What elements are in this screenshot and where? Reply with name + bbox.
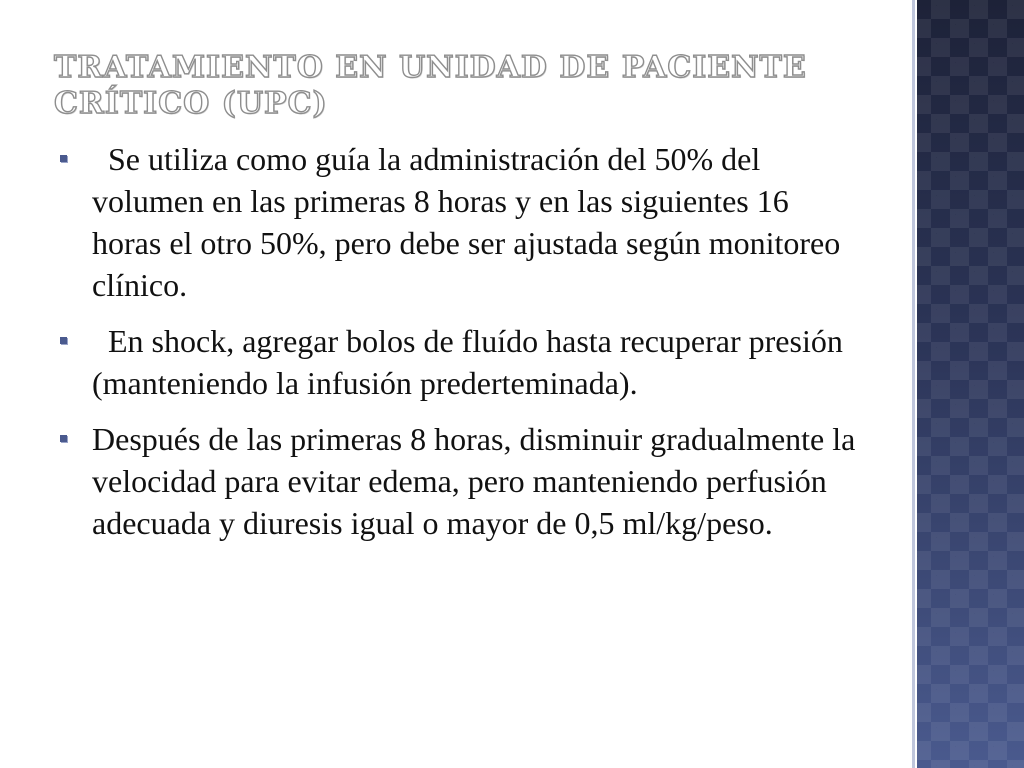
square-bullet-icon — [60, 337, 92, 345]
bullet-item — [60, 138, 860, 306]
bullet-text: Después de las primeras 8 horas, disminuir gradualmente la velocidad para evitar edema, pero manteniendo perfusión adecuada y diuresis igual o mayor de 0,5 ml/kg/peso. — [92, 421, 856, 541]
bullet-item — [60, 418, 860, 544]
square-bullet-icon — [60, 155, 92, 163]
bullet-text: En shock, agregar bolos de fluído hasta recuperar presión (manteniendo la infusión prederteminada). — [92, 323, 843, 401]
bullet-item — [60, 320, 860, 404]
bullet-text: Se utiliza como guía la administración del 50% del volumen en las primeras 8 horas y en las siguientes 16 horas el otro 50%, pero debe ser ajustada según monitoreo clínico. — [92, 141, 841, 303]
slide-title: TRATAMIENTO EN UNIDAD DE PACIENTE CRÍTICO (UPC) — [54, 50, 807, 121]
decorative-side-panel — [912, 0, 1024, 768]
square-bullet-icon — [60, 435, 92, 443]
bullet-list — [60, 138, 860, 558]
